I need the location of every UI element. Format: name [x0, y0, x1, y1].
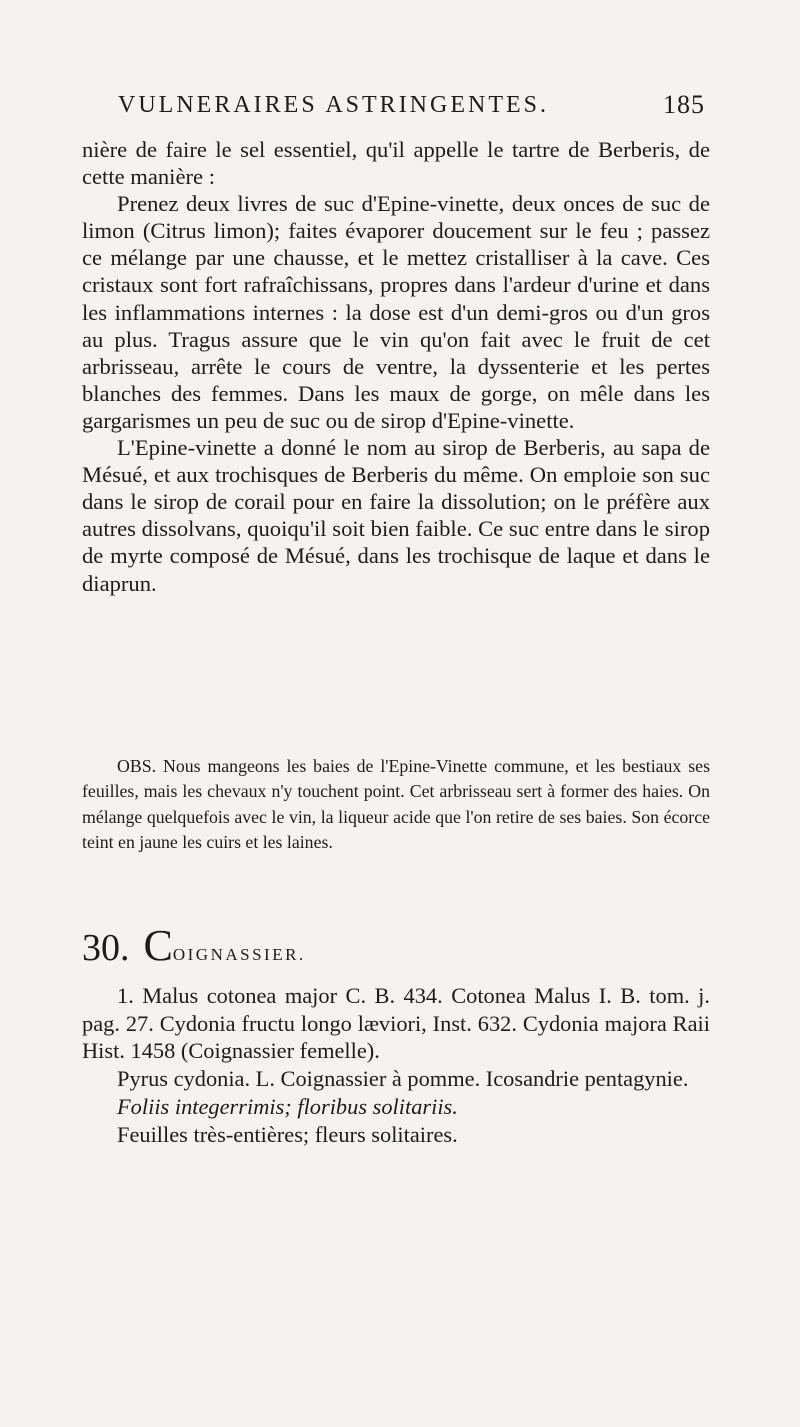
latin-diagnosis: Foliis integerrimis; floribus solitariis.: [117, 1093, 458, 1119]
synonymy-text: [82, 982, 710, 1148]
paragraph-continuation: nière de faire le sel essentiel, qu'il appelle le tartre de Berberis, de cette manière :: [82, 137, 710, 190]
section-title-rest: OIGNASSIER.: [172, 945, 306, 964]
section-title-initial: C: [143, 921, 173, 970]
french-diagnosis: Feuilles très-entières; fleurs solitaires.: [117, 1121, 458, 1147]
running-title: VULNERAIRES ASTRINGENTES.: [118, 92, 550, 118]
page-number: 185: [663, 90, 705, 119]
paragraph-recipe: Prenez deux livres de suc d'Epine-vinette, deux onces de suc de limon (Citrus limon); faites évaporer doucement sur le feu ; passez ce mélange par une chausse, et le mettez cristalliser à la cave. Ces cristaux sont fort rafraîchissans, propres dans l'ardeur d'urine et dans les inflammations internes : la dose est d'un demi-gros ou d'un gros au plus. Tragus assure que le vin qu'on fait avec le fruit de cet arbrisseau, arrête le cours de ventre, la dyssenterie et les pertes blanches des femmes. Dans les maux de gorge, on mêle dans les gargarismes un peu de suc ou de sirop d'Epine-vinette.: [82, 191, 710, 433]
obs-paragraph: OBS. Nous mangeons les baies de l'Epine-Vinette commune, et les bestiaux ses feuilles, mais les chevaux n'y touchent point. Cet arbrisseau sert à former des haies. On mélange quelquefois avec le vin, la liqueur acide que l'on retire de ses baies. Son écorce teint en jaune les cuirs et les laines.: [82, 756, 710, 853]
section-heading: [82, 920, 306, 971]
linnaean-name: Pyrus cydonia. L. Coignassier à pomme. Icosandrie pentagynie.: [117, 1066, 689, 1092]
paragraph-uses: L'Epine-vinette a donné le nom au sirop de Berberis, au sapa de Mésué, et aux trochisques de Berberis du même. On emploie son suc dans le sirop de corail pour en faire la dissolution; on le préfère aux autres dissolvans, quoiqu'il soit bien faible. Ce suc entre dans le sirop de myrte composé de Mésué, dans les trochisque de laque et dans le diaprun.: [82, 435, 710, 596]
main-text: [82, 136, 710, 597]
synonym-references: 1. Malus cotonea major C. B. 434. Cotonea Malus I. B. tom. j. pag. 27. Cydonia fructu longo læviori, Inst. 632. Cydonia majora Raii Hist. 1458 (Coignassier femelle).: [82, 983, 710, 1064]
observation-note: [82, 754, 710, 856]
page-header: [118, 92, 705, 126]
section-number: 30.: [82, 927, 130, 969]
